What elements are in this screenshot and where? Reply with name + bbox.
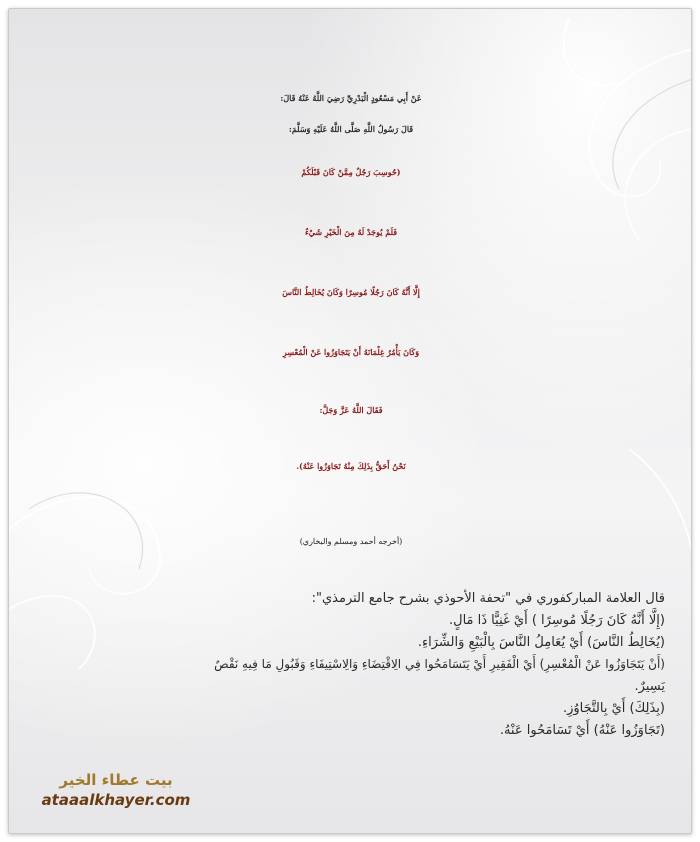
logo-arabic-text: بيت عطاء الخير bbox=[59, 771, 173, 789]
hadith-line-4: وَكَانَ يَأْمُرُ غِلْمَانَهُ أَنْ يَتَجَاوَزُوا عَنْ الْمُعْسِرِ bbox=[282, 347, 420, 357]
hadith-line-5: فَقَالَ اللَّهُ عَزَّ وَجَلَّ: bbox=[319, 405, 383, 415]
commentary-line: (أَنْ يَتَجَاوَزُوا عَنْ الْمُعْسِرِ) أَيْ الْفَقِيرِ أَيْ يَتَسَامَحُوا فِي الِاقْتِضَاءِ وَالِاسْتِيفَاءِ وَقَبُولِ مَا فِيهِ نَقْصٌ bbox=[214, 657, 665, 671]
hadith-line-2: فَلَمْ يُوجَدْ لَهُ مِنَ الْخَيْرِ شَيْءٌ bbox=[304, 227, 398, 237]
hadith-line-1: (حُوسِبَ رَجُلٌ مِمَّنْ كَانَ قَبْلَكُمْ bbox=[301, 167, 401, 177]
card-frame bbox=[8, 8, 692, 834]
intro-line-1: عَنْ أَبِي مَسْعُودٍ الْبَدْرِيِّ رَضِيَ اللَّهُ عَنْهُ قَالَ: bbox=[280, 93, 422, 103]
hadith-line-6: نَحْنُ أَحَقُّ بِذَلِكَ مِنْهُ تَجَاوَزُوا عَنْهُ). bbox=[296, 461, 406, 471]
commentary-line: (إِلَّا أَنَّهُ كَانَ رَجُلًا مُوسِرًا ) أَيْ غَنِيًّا ذَا مَالٍ. bbox=[449, 613, 665, 628]
commentary-line: (بِذَلِكَ) أَيْ بِالتَّجَاوُزِ. bbox=[562, 701, 665, 716]
hadith-line-3: إِلَّا أَنَّهُ كَانَ رَجُلًا مُوسِرًا وَكَانَ يُخَالِطُ النَّاسَ bbox=[282, 287, 420, 297]
site-logo bbox=[31, 771, 201, 823]
logo-latin-text: ataaalkhayer.com bbox=[41, 791, 191, 809]
commentary-line: يَسِيرٌ. bbox=[634, 679, 665, 694]
intro-line-2: قَالَ رَسُولُ اللَّهِ صَلَّى اللَّهُ عَلَيْهِ وَسَلَّمَ: bbox=[288, 124, 414, 134]
commentary-line: (تَجَاوَزُوا عَنْهُ) أَيْ تَسَامَحُوا عَنْهُ. bbox=[499, 723, 665, 738]
commentary-line: (يُخَالِطُ النَّاسَ) أَيْ يُعَامِلُ النَّاسَ بِالْبَيْعِ وَالشِّرَاءِ. bbox=[417, 635, 665, 650]
hadith-source: (أخرجه أحمد ومسلم والبخاري) bbox=[299, 537, 403, 546]
commentary-intro: قال العلامة المباركفوري في "تحفة الأحوذي بشرح جامع الترمذي": bbox=[311, 591, 665, 606]
